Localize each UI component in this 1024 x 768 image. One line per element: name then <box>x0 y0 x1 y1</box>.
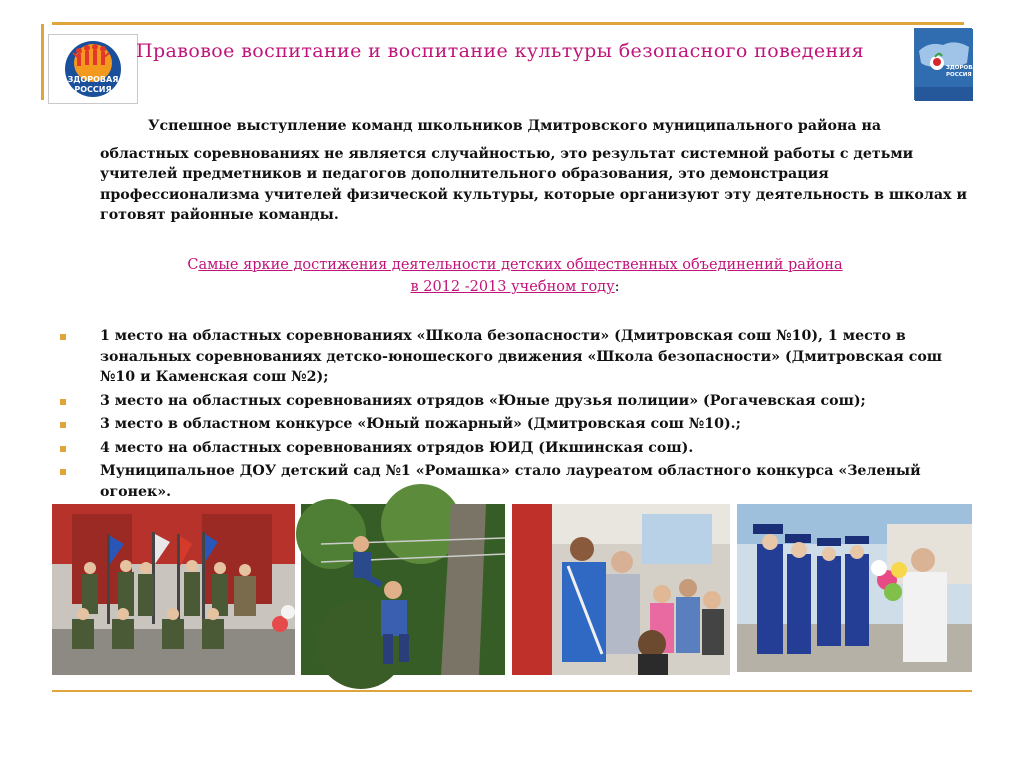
intro-body: областных соревнованиях не является случайностью, это результат системной работы с детьми учителей предметников и педагогов дополнительного образования, это демонстрация профессионализма учителей физической культуры, которые организуют эту деятельность в школах и готовят районные команды. <box>100 145 967 223</box>
photo-young-inspectors-flowers <box>737 504 972 672</box>
photo-cadets-with-flags <box>52 504 295 675</box>
frame-bottom-line <box>52 690 972 692</box>
logo-right-line2: РОССИЯ <box>946 72 972 78</box>
frame-top-line <box>52 22 964 25</box>
list-item-text: 4 место на областных соревнованиях отрядов ЮИД (Икшинская сош). <box>100 439 694 456</box>
achievements-subheading <box>100 254 930 298</box>
list-item-text: 3 место на областных соревнованиях отрядов «Юные друзья полиции» (Рогачевская сош); <box>100 392 866 409</box>
bullet-icon <box>60 469 66 475</box>
achievements-list <box>60 326 960 505</box>
logo-left-line2: РОССИЯ <box>74 85 112 94</box>
page-title: Правовое воспитание и воспитание культуры безопасного поведения <box>136 40 865 62</box>
list-item-text: 1 место на областных соревнованиях «Школа безопасности» (Дмитровская сош №10), 1 место в зональных соревнованиях детско-юношеского движения «Школа безопасности» (Дмитровская сош №10 и Каменская сош №2); <box>100 328 943 385</box>
intro-first-line: Успешное выступление команд школьников Дмитровского муниципального района на <box>148 118 882 134</box>
intro-paragraph <box>100 116 970 226</box>
photo-rope-climbing <box>301 504 505 675</box>
list-item-text: Муниципальное ДОУ детский сад №1 «Ромашка» стало лауреатом областного конкурса «Зеленый огонек». <box>100 463 921 500</box>
bullet-icon <box>60 422 66 428</box>
logo-left-line1: ЗДОРОВАЯ <box>67 75 119 84</box>
zdorovaya-rossiya-logo <box>48 34 138 104</box>
bullet-icon <box>60 446 66 452</box>
photo-fire-station-visit <box>512 504 730 675</box>
bullet-icon <box>60 399 66 405</box>
logo-right-line1: ЗДОРОВАЯ <box>946 65 981 71</box>
list-item <box>60 391 960 412</box>
list-item <box>60 438 960 459</box>
list-item-text: 3 место в областном конкурсе «Юный пожарный» (Дмитровская сош №10).; <box>100 416 741 432</box>
list-item <box>60 326 960 388</box>
subheading-prefix: С <box>187 257 199 273</box>
subheading-line1: амые яркие достижения деятельности детских общественных объединений района <box>198 257 843 273</box>
list-item <box>60 414 960 435</box>
zdorovaya-rossiya-map-logo <box>914 28 981 100</box>
subheading-suffix: : <box>614 279 620 295</box>
bullet-icon <box>60 334 66 340</box>
frame-left-line <box>41 24 44 100</box>
subheading-line2: в 2012 -2013 учебном году <box>410 279 615 295</box>
list-item <box>60 461 960 502</box>
